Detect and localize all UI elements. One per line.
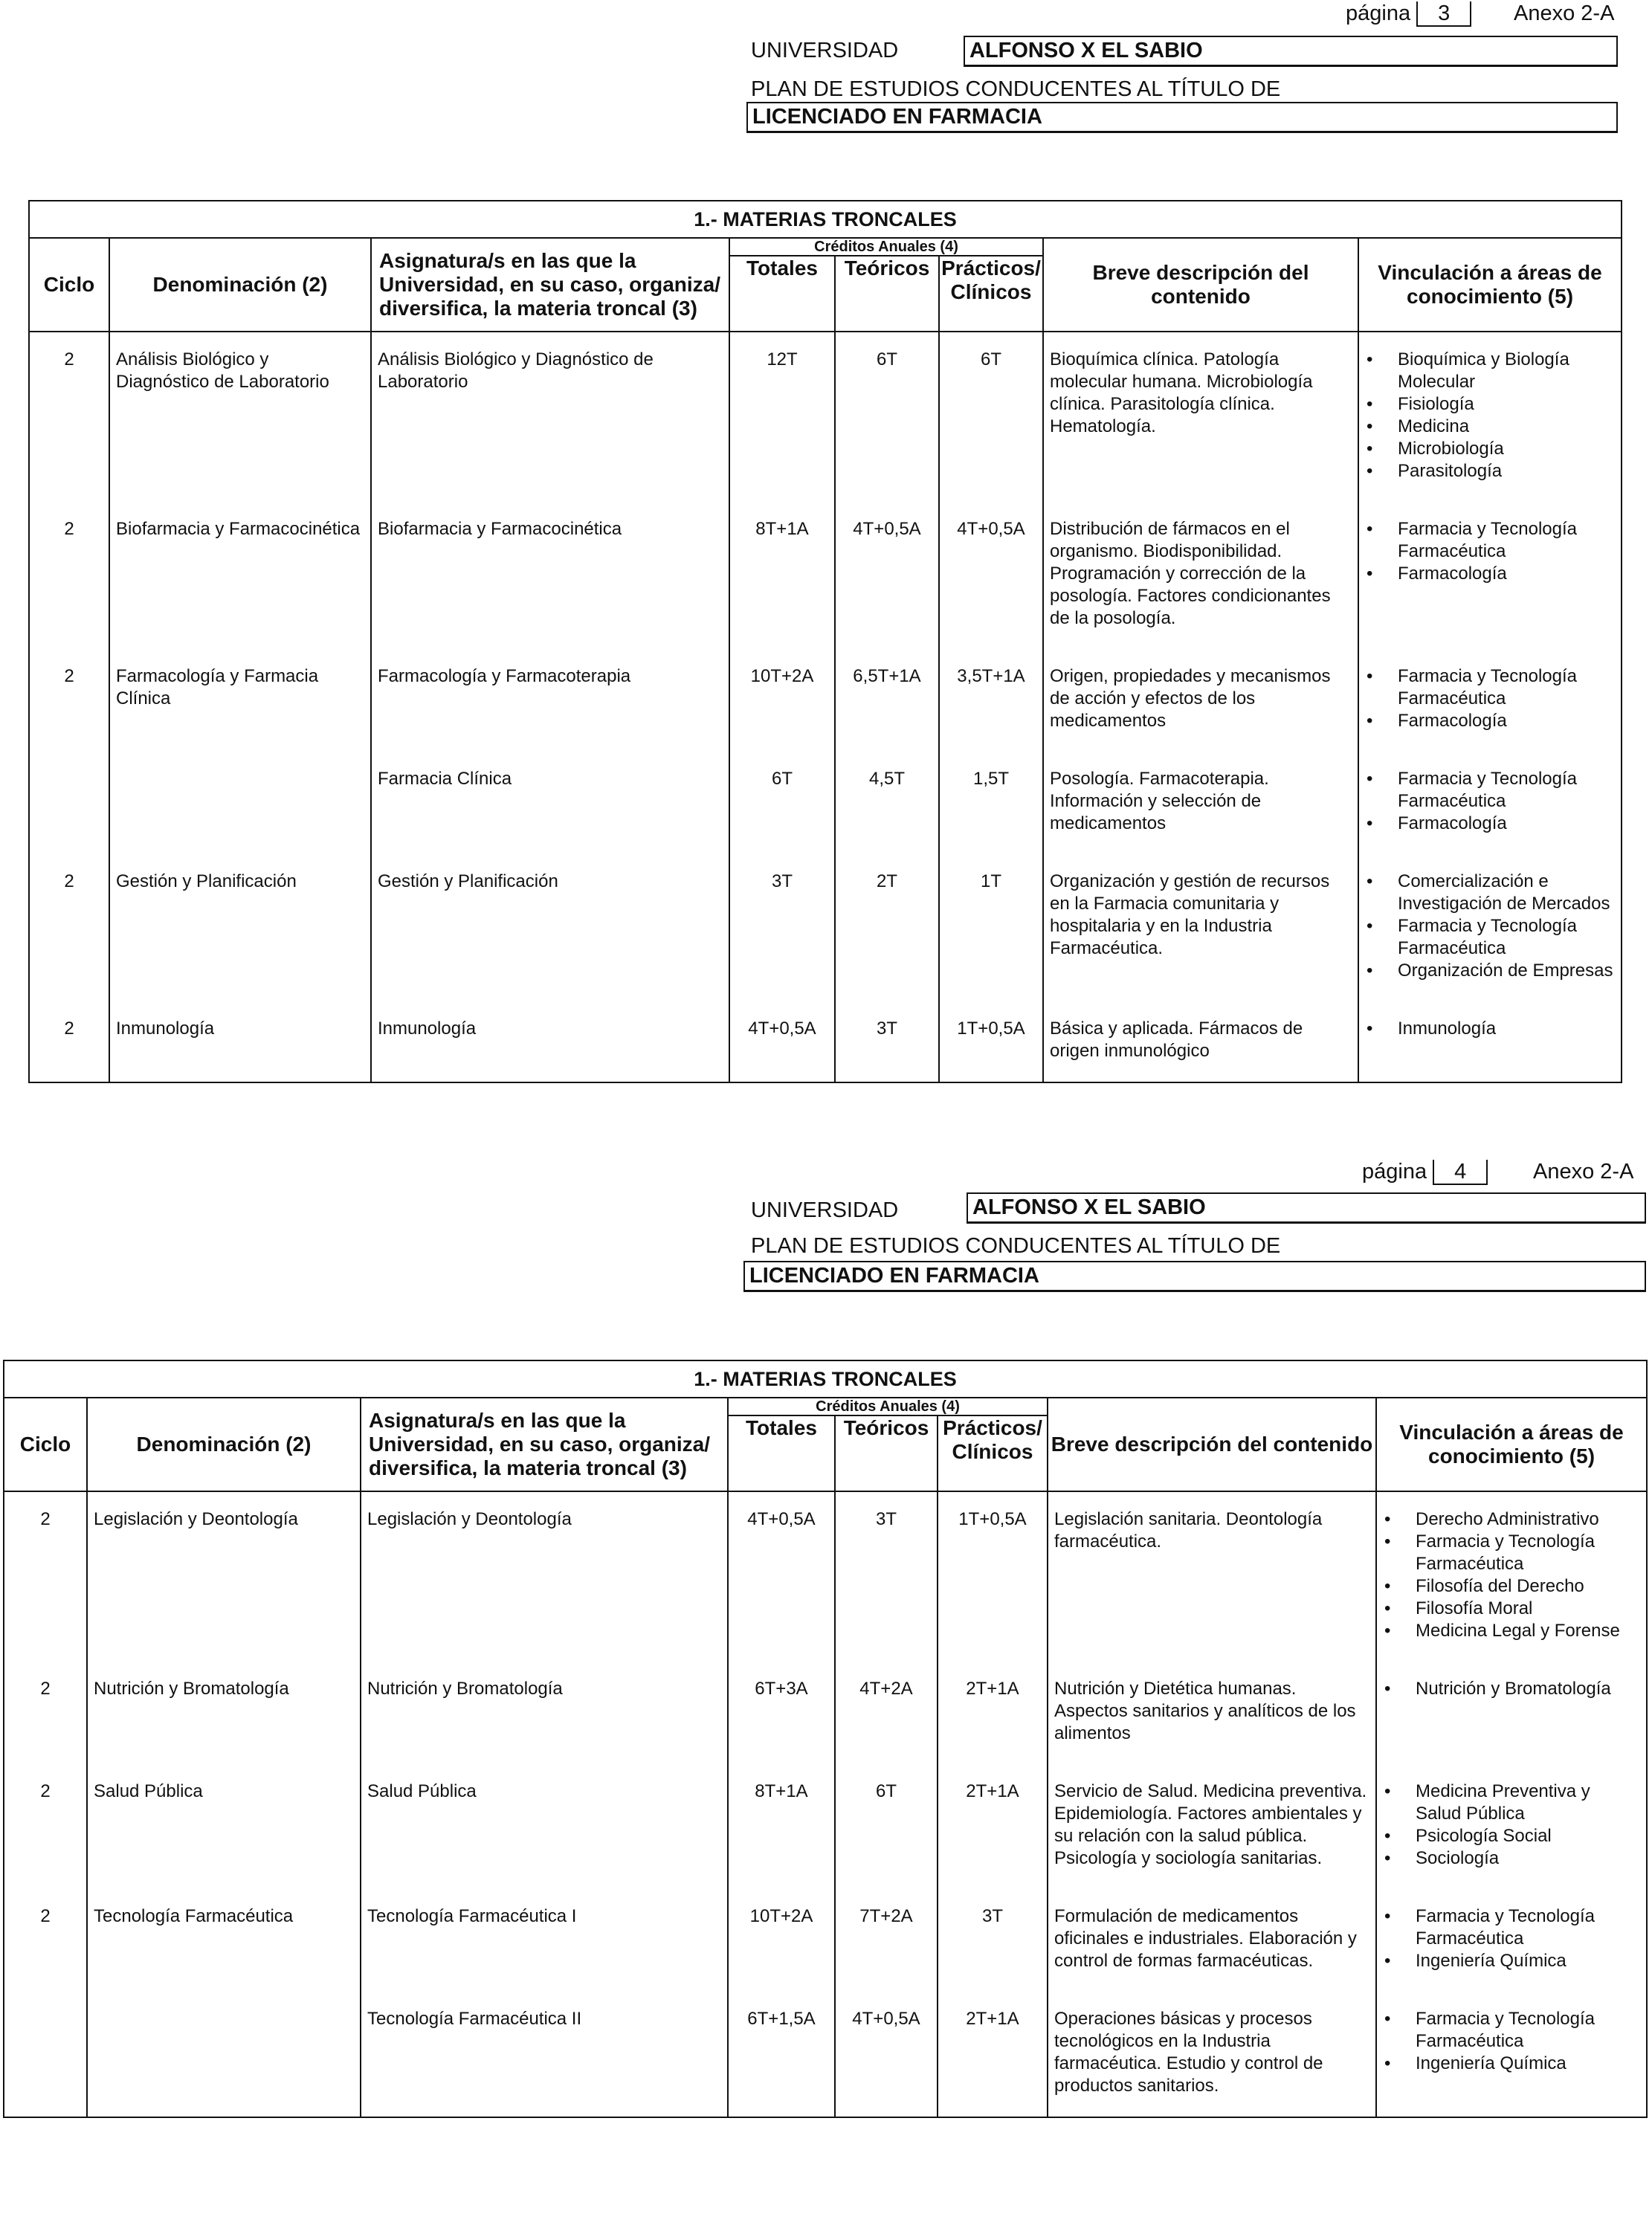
areas-cell bbox=[1376, 1662, 1647, 1764]
totales-cell: 6T+1,5A bbox=[728, 1992, 835, 2117]
descripcion-cell: Básica y aplicada. Fármacos de origen inmunológico bbox=[1043, 1001, 1358, 1082]
areas-list bbox=[1377, 1508, 1646, 1642]
area-item: • Farmacia y Tecnología Farmacéutica bbox=[1377, 2008, 1640, 2053]
col-ciclo: Ciclo bbox=[4, 1398, 87, 1491]
descripcion-cell: Operaciones básicas y procesos tecnológicos en la Industria farmacéutica. Estudio y control de productos sanitarios. bbox=[1048, 1992, 1376, 2117]
denominacion-cell: Salud Pública bbox=[87, 1764, 361, 1889]
page-number: 3 bbox=[1416, 1, 1471, 27]
practicos-cell: 4T+0,5A bbox=[939, 502, 1043, 649]
credits-header: Créditos Anuales (4) bbox=[729, 238, 1043, 256]
page-label: página bbox=[1346, 1, 1411, 25]
table-body bbox=[4, 1491, 1647, 2117]
asignatura-cell: Nutrición y Bromatología bbox=[361, 1662, 728, 1764]
university-name: ALFONSO X EL SABIO bbox=[964, 36, 1618, 67]
area-item: • Filosofía del Derecho bbox=[1377, 1575, 1640, 1598]
table-row bbox=[29, 1001, 1622, 1082]
area-item: • Parasitología bbox=[1359, 460, 1615, 482]
areas-cell bbox=[1358, 649, 1622, 752]
teoricos-cell: 7T+2A bbox=[835, 1889, 938, 1992]
teoricos-cell: 6,5T+1A bbox=[835, 649, 939, 752]
areas-list bbox=[1377, 1905, 1646, 1972]
asignatura-cell: Salud Pública bbox=[361, 1764, 728, 1889]
areas-list bbox=[1359, 349, 1621, 482]
troncales-table-page-3 bbox=[28, 200, 1622, 1083]
areas-cell bbox=[1376, 1764, 1647, 1889]
ciclo-cell: 2 bbox=[29, 854, 109, 1001]
area-item: • Medicina bbox=[1359, 416, 1615, 438]
areas-cell bbox=[1358, 332, 1622, 502]
asignatura-cell: Farmacia Clínica bbox=[371, 752, 729, 854]
table-row bbox=[4, 1764, 1647, 1889]
teoricos-cell: 3T bbox=[835, 1001, 939, 1082]
teoricos-cell: 4T+0,5A bbox=[835, 502, 939, 649]
annex-label: Anexo 2-A bbox=[1533, 1160, 1634, 1184]
totales-cell: 6T+3A bbox=[728, 1662, 835, 1764]
descripcion-cell: Legislación sanitaria. Deontología farmacéutica. bbox=[1048, 1491, 1376, 1662]
university-name: ALFONSO X EL SABIO bbox=[967, 1192, 1646, 1224]
asignatura-cell: Inmunología bbox=[371, 1001, 729, 1082]
denominacion-cell bbox=[109, 752, 371, 854]
area-item: • Fisiología bbox=[1359, 393, 1615, 416]
practicos-cell: 6T bbox=[939, 332, 1043, 502]
descripcion-cell: Posología. Farmacoterapia. Información y selección de medicamentos bbox=[1043, 752, 1358, 854]
col-vinculacion: Vinculación a áreas de conocimiento (5) bbox=[1358, 238, 1622, 332]
area-item: • Organización de Empresas bbox=[1359, 960, 1615, 982]
areas-list bbox=[1377, 2008, 1646, 2075]
teoricos-cell: 6T bbox=[835, 1764, 938, 1889]
teoricos-cell: 6T bbox=[835, 332, 939, 502]
practicos-cell: 1T+0,5A bbox=[938, 1491, 1048, 1662]
area-item: • Farmacología bbox=[1359, 813, 1615, 835]
descripcion-cell: Organización y gestión de recursos en la Farmacia comunitaria y hospitalaria y en la Industria Farmacéutica. bbox=[1043, 854, 1358, 1001]
totales-cell: 6T bbox=[729, 752, 835, 854]
col-asignaturas: Asignatura/s en las que la Universidad, en su caso, organiza/ diversifica, la materia troncal (3) bbox=[361, 1398, 728, 1491]
totales-cell: 10T+2A bbox=[728, 1889, 835, 1992]
col-practicos: Prácticos/ Clínicos bbox=[938, 1415, 1048, 1491]
practicos-cell: 3,5T+1A bbox=[939, 649, 1043, 752]
table-row bbox=[29, 752, 1622, 854]
denominacion-cell: Biofarmacia y Farmacocinética bbox=[109, 502, 371, 649]
asignatura-cell: Gestión y Planificación bbox=[371, 854, 729, 1001]
ciclo-cell: 2 bbox=[4, 1764, 87, 1889]
teoricos-cell: 4T+2A bbox=[835, 1662, 938, 1764]
ciclo-cell: 2 bbox=[29, 332, 109, 502]
ciclo-cell bbox=[4, 1992, 87, 2117]
areas-list bbox=[1377, 1781, 1646, 1870]
table-row bbox=[4, 1491, 1647, 1662]
degree-title: LICENCIADO EN FARMACIA bbox=[746, 102, 1618, 133]
area-item: • Derecho Administrativo bbox=[1377, 1508, 1640, 1531]
areas-cell bbox=[1358, 502, 1622, 649]
area-item: • Filosofía Moral bbox=[1377, 1598, 1640, 1620]
table-title: 1.- MATERIAS TRONCALES bbox=[4, 1360, 1647, 1398]
teoricos-cell: 3T bbox=[835, 1491, 938, 1662]
area-item: • Farmacia y Tecnología Farmacéutica bbox=[1359, 768, 1615, 813]
area-item: • Farmacia y Tecnología Farmacéutica bbox=[1359, 915, 1615, 960]
areas-cell bbox=[1376, 1491, 1647, 1662]
descripcion-cell: Bioquímica clínica. Patología molecular humana. Microbiología clínica. Parasitología clínica. Hematología. bbox=[1043, 332, 1358, 502]
area-item: • Bioquímica y Biología Molecular bbox=[1359, 349, 1615, 393]
asignatura-cell: Biofarmacia y Farmacocinética bbox=[371, 502, 729, 649]
areas-cell bbox=[1358, 854, 1622, 1001]
areas-list bbox=[1359, 768, 1621, 835]
area-item: • Nutrición y Bromatología bbox=[1377, 1678, 1640, 1700]
university-label: UNIVERSIDAD bbox=[751, 39, 899, 62]
totales-cell: 10T+2A bbox=[729, 649, 835, 752]
teoricos-cell: 2T bbox=[835, 854, 939, 1001]
page-number: 4 bbox=[1433, 1160, 1488, 1185]
table-row bbox=[29, 649, 1622, 752]
area-item: • Farmacología bbox=[1359, 563, 1615, 585]
totales-cell: 8T+1A bbox=[728, 1764, 835, 1889]
page-number-label bbox=[1346, 0, 1471, 27]
denominacion-cell: Legislación y Deontología bbox=[87, 1491, 361, 1662]
area-item: • Farmacia y Tecnología Farmacéutica bbox=[1359, 518, 1615, 563]
ciclo-cell: 2 bbox=[4, 1491, 87, 1662]
area-item: • Medicina Legal y Forense bbox=[1377, 1620, 1640, 1642]
descripcion-cell: Servicio de Salud. Medicina preventiva. Epidemiología. Factores ambientales y su relación con la salud pública. Psicología y sociología sanitarias. bbox=[1048, 1764, 1376, 1889]
table-row bbox=[29, 502, 1622, 649]
table-title: 1.- MATERIAS TRONCALES bbox=[29, 201, 1622, 238]
areas-cell bbox=[1358, 1001, 1622, 1082]
denominacion-cell: Inmunología bbox=[109, 1001, 371, 1082]
col-asignaturas: Asignatura/s en las que la Universidad, en su caso, organiza/ diversifica, la materia troncal (3) bbox=[371, 238, 729, 332]
areas-cell bbox=[1376, 1889, 1647, 1992]
descripcion-cell: Origen, propiedades y mecanismos de acción y efectos de los medicamentos bbox=[1043, 649, 1358, 752]
asignatura-cell: Análisis Biológico y Diagnóstico de Laboratorio bbox=[371, 332, 729, 502]
table-row bbox=[29, 332, 1622, 502]
areas-list bbox=[1359, 518, 1621, 585]
plan-label: PLAN DE ESTUDIOS CONDUCENTES AL TÍTULO DE bbox=[751, 77, 1281, 101]
area-item: • Microbiología bbox=[1359, 438, 1615, 460]
ciclo-cell: 2 bbox=[29, 649, 109, 752]
practicos-cell: 1T+0,5A bbox=[939, 1001, 1043, 1082]
ciclo-cell: 2 bbox=[29, 502, 109, 649]
areas-list bbox=[1359, 665, 1621, 732]
degree-title: LICENCIADO EN FARMACIA bbox=[743, 1261, 1646, 1292]
totales-cell: 4T+0,5A bbox=[728, 1491, 835, 1662]
practicos-cell: 3T bbox=[938, 1889, 1048, 1992]
credits-header: Créditos Anuales (4) bbox=[728, 1398, 1048, 1415]
area-item: • Ingeniería Química bbox=[1377, 1950, 1640, 1972]
totales-cell: 12T bbox=[729, 332, 835, 502]
area-item: • Farmacología bbox=[1359, 710, 1615, 732]
col-descripcion: Breve descripción del contenido bbox=[1043, 238, 1358, 332]
troncales-table-page-4 bbox=[3, 1360, 1648, 2118]
page-number-label bbox=[1362, 1158, 1488, 1185]
areas-cell bbox=[1376, 1992, 1647, 2117]
practicos-cell: 1,5T bbox=[939, 752, 1043, 854]
university-label: UNIVERSIDAD bbox=[751, 1198, 899, 1222]
asignatura-cell: Farmacología y Farmacoterapia bbox=[371, 649, 729, 752]
teoricos-cell: 4,5T bbox=[835, 752, 939, 854]
col-denominacion: Denominación (2) bbox=[87, 1398, 361, 1491]
ciclo-cell: 2 bbox=[29, 1001, 109, 1082]
denominacion-cell: Farmacología y Farmacia Clínica bbox=[109, 649, 371, 752]
table-row bbox=[4, 1889, 1647, 1992]
area-item: • Sociología bbox=[1377, 1847, 1640, 1870]
table-row bbox=[4, 1992, 1647, 2117]
asignatura-cell: Tecnología Farmacéutica II bbox=[361, 1992, 728, 2117]
col-teoricos: Teóricos bbox=[835, 256, 939, 332]
col-practicos: Prácticos/ Clínicos bbox=[939, 256, 1043, 332]
totales-cell: 4T+0,5A bbox=[729, 1001, 835, 1082]
practicos-cell: 2T+1A bbox=[938, 1662, 1048, 1764]
area-item: • Farmacia y Tecnología Farmacéutica bbox=[1377, 1531, 1640, 1575]
areas-cell bbox=[1358, 752, 1622, 854]
area-item: • Ingeniería Química bbox=[1377, 2053, 1640, 2075]
denominacion-cell: Gestión y Planificación bbox=[109, 854, 371, 1001]
descripcion-cell: Formulación de medicamentos oficinales e industriales. Elaboración y control de formas farmacéuticas. bbox=[1048, 1889, 1376, 1992]
totales-cell: 3T bbox=[729, 854, 835, 1001]
annex-label: Anexo 2-A bbox=[1514, 1, 1615, 25]
denominacion-cell: Nutrición y Bromatología bbox=[87, 1662, 361, 1764]
plan-label: PLAN DE ESTUDIOS CONDUCENTES AL TÍTULO DE bbox=[751, 1234, 1281, 1258]
denominacion-cell: Tecnología Farmacéutica bbox=[87, 1889, 361, 1992]
denominacion-cell: Análisis Biológico y Diagnóstico de Laboratorio bbox=[109, 332, 371, 502]
denominacion-cell bbox=[87, 1992, 361, 2117]
page-label: página bbox=[1362, 1160, 1427, 1184]
totales-cell: 8T+1A bbox=[729, 502, 835, 649]
col-teoricos: Teóricos bbox=[835, 1415, 938, 1491]
practicos-cell: 2T+1A bbox=[938, 1992, 1048, 2117]
practicos-cell: 1T bbox=[939, 854, 1043, 1001]
table-row bbox=[29, 854, 1622, 1001]
area-item: • Medicina Preventiva y Salud Pública bbox=[1377, 1781, 1640, 1825]
table-row bbox=[4, 1662, 1647, 1764]
descripcion-cell: Nutrición y Dietética humanas. Aspectos sanitarios y analíticos de los alimentos bbox=[1048, 1662, 1376, 1764]
col-totales: Totales bbox=[728, 1415, 835, 1491]
practicos-cell: 2T+1A bbox=[938, 1764, 1048, 1889]
descripcion-cell: Distribución de fármacos en el organismo. Biodisponibilidad. Programación y corrección de la posología. Factores condicionantes de la posología. bbox=[1043, 502, 1358, 649]
ciclo-cell: 2 bbox=[4, 1662, 87, 1764]
col-totales: Totales bbox=[729, 256, 835, 332]
ciclo-cell: 2 bbox=[4, 1889, 87, 1992]
area-item: • Farmacia y Tecnología Farmacéutica bbox=[1377, 1905, 1640, 1950]
asignatura-cell: Legislación y Deontología bbox=[361, 1491, 728, 1662]
teoricos-cell: 4T+0,5A bbox=[835, 1992, 938, 2117]
area-item: • Farmacia y Tecnología Farmacéutica bbox=[1359, 665, 1615, 710]
area-item: • Comercialización e Investigación de Mercados bbox=[1359, 871, 1615, 915]
col-ciclo: Ciclo bbox=[29, 238, 109, 332]
ciclo-cell bbox=[29, 752, 109, 854]
areas-list bbox=[1377, 1678, 1646, 1700]
table-body bbox=[29, 332, 1622, 1082]
col-descripcion: Breve descripción del contenido bbox=[1048, 1398, 1376, 1491]
area-item: • Psicología Social bbox=[1377, 1825, 1640, 1847]
areas-list bbox=[1359, 1018, 1621, 1040]
area-item: • Inmunología bbox=[1359, 1018, 1615, 1040]
col-denominacion: Denominación (2) bbox=[109, 238, 371, 332]
asignatura-cell: Tecnología Farmacéutica I bbox=[361, 1889, 728, 1992]
areas-list bbox=[1359, 871, 1621, 982]
col-vinculacion: Vinculación a áreas de conocimiento (5) bbox=[1376, 1398, 1647, 1491]
